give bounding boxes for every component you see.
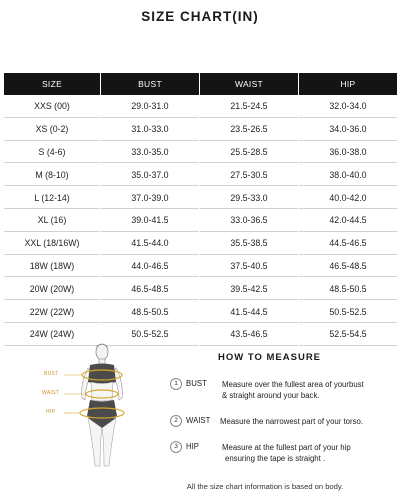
cell-waist: 27.5-30.5 bbox=[200, 164, 298, 186]
header-hip: HIP bbox=[299, 73, 397, 95]
cell-waist: 39.5-42.5 bbox=[200, 278, 298, 300]
table-row bbox=[4, 164, 397, 186]
cell-size: 24W (24W) bbox=[4, 324, 100, 346]
cell-hip: 46.5-48.5 bbox=[299, 256, 397, 278]
cell-waist: 41.5-44.5 bbox=[200, 301, 298, 323]
table-row bbox=[4, 96, 397, 118]
cell-bust: 33.0-35.0 bbox=[101, 142, 199, 164]
measure-description-line: Measure at the fullest part of your hip bbox=[222, 443, 351, 452]
cell-bust: 37.0-39.0 bbox=[101, 187, 199, 209]
table-row bbox=[4, 142, 397, 164]
cell-hip: 36.0-38.0 bbox=[299, 142, 397, 164]
cell-bust: 44.0-46.5 bbox=[101, 256, 199, 278]
footnote: All the size chart information is based on body. bbox=[186, 482, 344, 491]
cell-hip: 38.0-40.0 bbox=[299, 164, 397, 186]
cell-size: S (4-6) bbox=[4, 142, 100, 164]
table-row bbox=[4, 301, 397, 323]
body-silhouette-icon bbox=[40, 338, 160, 468]
measure-description bbox=[220, 416, 363, 427]
measure-label: HIP bbox=[186, 442, 199, 451]
cell-waist: 35.5-38.5 bbox=[200, 233, 298, 255]
page-title: SIZE CHART(IN) bbox=[141, 9, 259, 24]
cell-size: XXS (00) bbox=[4, 96, 100, 118]
measure-description-line: ensuring the tape is straight . bbox=[225, 454, 326, 463]
cell-size: XS (0-2) bbox=[4, 119, 100, 141]
step-number-badge: 3 bbox=[170, 441, 182, 453]
cell-size: XL (16) bbox=[4, 210, 100, 232]
cell-bust: 35.0-37.0 bbox=[101, 164, 199, 186]
cell-size: 20W (20W) bbox=[4, 278, 100, 300]
cell-bust: 41.5-44.0 bbox=[101, 233, 199, 255]
cell-waist: 29.5-33.0 bbox=[200, 187, 298, 209]
measure-description bbox=[222, 442, 351, 464]
cell-waist: 33.0-36.5 bbox=[200, 210, 298, 232]
cell-waist: 43.5-46.5 bbox=[200, 324, 298, 346]
measure-description-line: Measure the narrowest part of your torso. bbox=[220, 417, 364, 426]
measure-item-hip bbox=[170, 441, 395, 465]
cell-hip: 44.5-46.5 bbox=[299, 233, 397, 255]
table-body bbox=[4, 96, 397, 346]
cell-size: M (8-10) bbox=[4, 164, 100, 186]
measure-label: BUST bbox=[186, 379, 207, 388]
cell-size: 18W (18W) bbox=[4, 256, 100, 278]
measure-description-line: & straight around your back. bbox=[222, 391, 320, 400]
cell-bust: 31.0-33.0 bbox=[101, 119, 199, 141]
how-to-measure-heading: HOW TO MEASURE bbox=[218, 352, 322, 363]
cell-waist: 21.5-24.5 bbox=[200, 96, 298, 118]
measure-item-bust bbox=[170, 378, 395, 402]
cell-waist: 37.5-40.5 bbox=[200, 256, 298, 278]
table-row bbox=[4, 210, 397, 232]
size-chart-table bbox=[3, 72, 398, 347]
measure-item-waist bbox=[170, 415, 395, 429]
cell-hip: 42.0-44.5 bbox=[299, 210, 397, 232]
cell-bust: 29.0-31.0 bbox=[101, 96, 199, 118]
cell-hip: 40.0-42.0 bbox=[299, 187, 397, 209]
table-row bbox=[4, 278, 397, 300]
body-figure-illustration bbox=[40, 338, 160, 468]
cell-size: L (12-14) bbox=[4, 187, 100, 209]
table-row bbox=[4, 119, 397, 141]
step-number-badge: 1 bbox=[170, 378, 182, 390]
cell-hip: 50.5-52.5 bbox=[299, 301, 397, 323]
cell-size: 22W (22W) bbox=[4, 301, 100, 323]
figure-label-hip: HIP bbox=[46, 409, 56, 415]
measure-description bbox=[222, 379, 364, 401]
cell-bust: 50.5-52.5 bbox=[101, 324, 199, 346]
cell-bust: 39.0-41.5 bbox=[101, 210, 199, 232]
cell-hip: 52.5-54.5 bbox=[299, 324, 397, 346]
cell-hip: 48.5-50.5 bbox=[299, 278, 397, 300]
table-row bbox=[4, 256, 397, 278]
cell-bust: 48.5-50.5 bbox=[101, 301, 199, 323]
step-number-badge: 2 bbox=[170, 415, 182, 427]
measure-description-line: Measure over the fullest area of yourbust bbox=[222, 380, 364, 389]
cell-waist: 23.5-26.5 bbox=[200, 119, 298, 141]
header-waist: WAIST bbox=[200, 73, 298, 95]
cell-hip: 34.0-36.0 bbox=[299, 119, 397, 141]
figure-label-waist: WAIST bbox=[42, 390, 60, 396]
measure-label: WAIST bbox=[186, 416, 211, 425]
cell-size: XXL (18/16W) bbox=[4, 233, 100, 255]
cell-hip: 32.0-34.0 bbox=[299, 96, 397, 118]
table-header-row bbox=[4, 73, 397, 95]
cell-bust: 46.5-48.5 bbox=[101, 278, 199, 300]
table-row bbox=[4, 187, 397, 209]
header-bust: BUST bbox=[101, 73, 199, 95]
figure-label-bust: BUST bbox=[44, 371, 59, 377]
header-size: SIZE bbox=[4, 73, 100, 95]
table-row bbox=[4, 233, 397, 255]
cell-waist: 25.5-28.5 bbox=[200, 142, 298, 164]
